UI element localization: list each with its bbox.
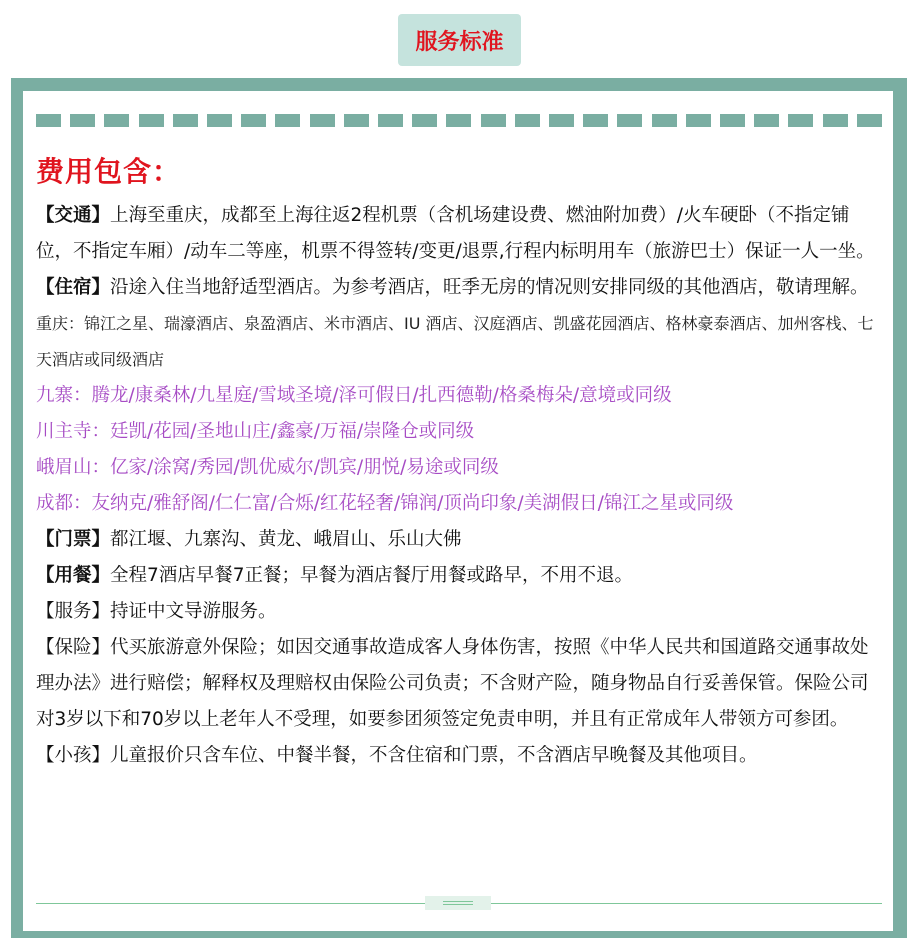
item-service xyxy=(36,594,886,630)
item-insurance xyxy=(36,630,886,738)
hotel-list-chengdu: 成都：友纳克/雅舒阁/仁仁富/合烁/红花轻奢/锦润/顶尚印象/美湖假日/锦江之星或同级 xyxy=(36,493,734,514)
hotel-list-chuanzhu: 川主寺：廷凯/花园/圣地山庄/鑫豪/万福/崇隆仓或同级 xyxy=(36,421,475,442)
item-label: 【小孩】 xyxy=(36,745,111,766)
item-transport xyxy=(36,198,886,270)
item-label: 【服务】 xyxy=(36,601,111,622)
divider-ornament xyxy=(425,896,491,910)
item-label: 【用餐】 xyxy=(36,565,111,586)
item-text: 代买旅游意外保险；如因交通事故造成客人身体伤害，按照《中华人民共和国道路交通事故处理办法》进行赔偿；解释权及理赔权由保险公司负责；不含财产险，随身物品自行妥善保管。保险公司对3岁以下和70岁以上老年人不受理，如要参团须签定免责申明，并且有正常成年人带领方可参团。 xyxy=(36,637,869,730)
item-text: 都江堰、九寨沟、黄龙、峨眉山、乐山大佛 xyxy=(110,529,462,550)
hotel-list-chongqing: 重庆：锦江之星、瑞濠酒店、泉盈酒店、米市酒店、IU 酒店、汉庭酒店、凯盛花园酒店、格林豪泰酒店、加州客栈、七天酒店或同级酒店 xyxy=(36,314,874,369)
item-text: 儿童报价只含车位、中餐半餐，不含住宿和门票，不含酒店早晚餐及其他项目。 xyxy=(110,745,758,766)
item-label: 【住宿】 xyxy=(36,277,111,298)
dashed-divider xyxy=(36,114,882,127)
item-text: 全程7酒店早餐7正餐；早餐为酒店餐厅用餐或路早，不用不退。 xyxy=(110,565,634,586)
item-lodging xyxy=(36,270,886,306)
fee-include-section xyxy=(36,146,886,774)
item-label: 【保险】 xyxy=(36,637,111,658)
hotel-list-jiuzhai: 九寨：腾龙/康桑林/九星庭/雪域圣境/泽可假日/扎西德勒/格桑梅朵/意境或同级 xyxy=(36,385,672,406)
page-title: 服务标准 xyxy=(398,14,521,66)
hotel-list-emei: 峨眉山：亿家/涂窝/秀园/凯优威尔/凯宾/朋悦/易途或同级 xyxy=(36,457,499,478)
item-text: 持证中文导游服务。 xyxy=(110,601,277,622)
item-meals xyxy=(36,558,886,594)
item-text: 沿途入住当地舒适型酒店。为参考酒店，旺季无房的情况则安排同级的其他酒店，敬请理解。 xyxy=(110,277,869,298)
section-heading: 费用包含： xyxy=(36,155,182,188)
item-children xyxy=(36,738,886,774)
item-tickets xyxy=(36,522,886,558)
item-text: 上海至重庆，成都至上海往返2程机票（含机场建设费、燃油附加费）/火车硬卧（不指定铺位，不指定车厢）/动车二等座，机票不得签转/变更/退票,行程内标明用车（旅游巴士）保证一人一坐。 xyxy=(36,205,875,262)
item-label: 【门票】 xyxy=(36,529,111,550)
item-label: 【交通】 xyxy=(36,205,111,226)
